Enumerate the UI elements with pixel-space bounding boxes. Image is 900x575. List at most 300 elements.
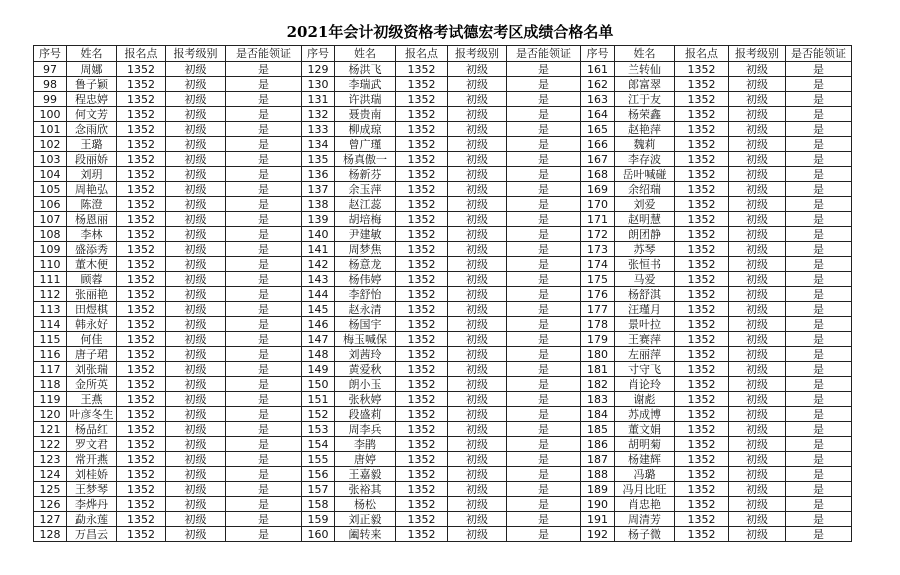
- cell-name: 黄爱秋: [335, 362, 396, 377]
- cell-site: 1352: [117, 392, 166, 407]
- cell-name: 张秋婷: [335, 392, 396, 407]
- cell-name: 刘桂娇: [67, 467, 117, 482]
- cell-certificate: 是: [226, 437, 302, 452]
- cell-name: 董木便: [67, 257, 117, 272]
- cell-site: 1352: [117, 197, 166, 212]
- cell-certificate: 是: [226, 377, 302, 392]
- cell-level: 初级: [166, 437, 226, 452]
- cell-seq: 124: [34, 467, 67, 482]
- header-site: 报名点: [675, 46, 729, 62]
- cell-site: 1352: [675, 422, 729, 437]
- cell-name: 余玉萍: [335, 182, 396, 197]
- cell-level: 初级: [448, 137, 507, 152]
- cell-site: 1352: [675, 512, 729, 527]
- cell-site: 1352: [396, 467, 448, 482]
- cell-seq: 129: [302, 62, 335, 77]
- cell-level: 初级: [729, 122, 786, 137]
- table-row: [34, 362, 852, 377]
- cell-name: 寸守飞: [615, 362, 675, 377]
- table-row: [34, 137, 852, 152]
- cell-name: 杨荣鑫: [615, 107, 675, 122]
- cell-level: 初级: [729, 227, 786, 242]
- cell-certificate: 是: [786, 122, 852, 137]
- cell-certificate: 是: [786, 92, 852, 107]
- table-row: [34, 392, 852, 407]
- header-certificate: 是否能领证: [226, 46, 302, 62]
- cell-certificate: 是: [786, 452, 852, 467]
- cell-seq: 167: [581, 152, 615, 167]
- cell-level: 初级: [448, 242, 507, 257]
- cell-name: 杨品红: [67, 422, 117, 437]
- cell-seq: 182: [581, 377, 615, 392]
- cell-seq: 103: [34, 152, 67, 167]
- cell-level: 初级: [448, 317, 507, 332]
- cell-site: 1352: [396, 182, 448, 197]
- cell-site: 1352: [396, 332, 448, 347]
- cell-site: 1352: [675, 167, 729, 182]
- cell-site: 1352: [675, 122, 729, 137]
- cell-site: 1352: [396, 347, 448, 362]
- cell-name: 王嘉毅: [335, 467, 396, 482]
- cell-name: 万昌云: [67, 527, 117, 542]
- table-body: [34, 62, 852, 542]
- cell-certificate: 是: [226, 317, 302, 332]
- header-name: 姓名: [615, 46, 675, 62]
- cell-name: 岳叶喊碰: [615, 167, 675, 182]
- table-row: [34, 242, 852, 257]
- cell-level: 初级: [729, 212, 786, 227]
- table-row: [34, 317, 852, 332]
- cell-name: 董文娟: [615, 422, 675, 437]
- cell-level: 初级: [166, 452, 226, 467]
- cell-site: 1352: [117, 362, 166, 377]
- cell-site: 1352: [675, 152, 729, 167]
- cell-seq: 133: [302, 122, 335, 137]
- cell-level: 初级: [166, 407, 226, 422]
- cell-level: 初级: [448, 332, 507, 347]
- cell-name: 周娜: [67, 62, 117, 77]
- cell-name: 刘正毅: [335, 512, 396, 527]
- cell-seq: 180: [581, 347, 615, 362]
- cell-site: 1352: [396, 287, 448, 302]
- cell-site: 1352: [396, 362, 448, 377]
- table-row: [34, 377, 852, 392]
- table-row: [34, 152, 852, 167]
- cell-certificate: 是: [226, 272, 302, 287]
- cell-name: 李林: [67, 227, 117, 242]
- cell-certificate: 是: [786, 212, 852, 227]
- cell-certificate: 是: [507, 182, 581, 197]
- cell-name: 张恒书: [615, 257, 675, 272]
- table-row: [34, 467, 852, 482]
- table-row: [34, 182, 852, 197]
- cell-seq: 119: [34, 392, 67, 407]
- cell-certificate: 是: [226, 422, 302, 437]
- cell-name: 马爱: [615, 272, 675, 287]
- page-title: 2021年会计初级资格考试德宏考区成绩合格名单: [286, 23, 614, 41]
- cell-certificate: 是: [226, 392, 302, 407]
- cell-name: 刘张瑞: [67, 362, 117, 377]
- cell-name: 兰转仙: [615, 62, 675, 77]
- cell-certificate: 是: [226, 527, 302, 542]
- cell-seq: 101: [34, 122, 67, 137]
- cell-level: 初级: [729, 422, 786, 437]
- cell-site: 1352: [117, 347, 166, 362]
- cell-certificate: 是: [507, 347, 581, 362]
- cell-level: 初级: [448, 212, 507, 227]
- cell-seq: 127: [34, 512, 67, 527]
- cell-name: 李存波: [615, 152, 675, 167]
- cell-certificate: 是: [786, 332, 852, 347]
- cell-level: 初级: [166, 467, 226, 482]
- cell-site: 1352: [117, 497, 166, 512]
- cell-certificate: 是: [786, 437, 852, 452]
- cell-certificate: 是: [507, 227, 581, 242]
- cell-certificate: 是: [507, 437, 581, 452]
- cell-name: 念雨欣: [67, 122, 117, 137]
- cell-certificate: 是: [786, 287, 852, 302]
- cell-certificate: 是: [507, 377, 581, 392]
- cell-level: 初级: [729, 107, 786, 122]
- cell-seq: 169: [581, 182, 615, 197]
- cell-name: 江于友: [615, 92, 675, 107]
- cell-level: 初级: [166, 377, 226, 392]
- cell-certificate: 是: [507, 77, 581, 92]
- results-table: [33, 45, 852, 542]
- cell-seq: 108: [34, 227, 67, 242]
- cell-name: 景叶拉: [615, 317, 675, 332]
- cell-name: 杨松: [335, 497, 396, 512]
- cell-seq: 98: [34, 77, 67, 92]
- cell-level: 初级: [166, 212, 226, 227]
- cell-seq: 121: [34, 422, 67, 437]
- cell-seq: 109: [34, 242, 67, 257]
- cell-site: 1352: [675, 527, 729, 542]
- cell-level: 初级: [729, 392, 786, 407]
- cell-seq: 159: [302, 512, 335, 527]
- cell-seq: 143: [302, 272, 335, 287]
- cell-site: 1352: [117, 317, 166, 332]
- cell-level: 初级: [166, 242, 226, 257]
- cell-site: 1352: [117, 302, 166, 317]
- table-row: [34, 482, 852, 497]
- cell-level: 初级: [166, 137, 226, 152]
- cell-certificate: 是: [507, 302, 581, 317]
- cell-site: 1352: [396, 482, 448, 497]
- header-level: 报考级别: [448, 46, 507, 62]
- cell-site: 1352: [396, 92, 448, 107]
- cell-certificate: 是: [507, 452, 581, 467]
- cell-certificate: 是: [786, 422, 852, 437]
- table-row: [34, 122, 852, 137]
- table-row: [34, 272, 852, 287]
- cell-certificate: 是: [226, 92, 302, 107]
- cell-level: 初级: [166, 332, 226, 347]
- cell-seq: 107: [34, 212, 67, 227]
- cell-name: 胡明菊: [615, 437, 675, 452]
- cell-seq: 128: [34, 527, 67, 542]
- cell-level: 初级: [448, 512, 507, 527]
- cell-level: 初级: [729, 362, 786, 377]
- cell-site: 1352: [396, 122, 448, 137]
- table-row: [34, 437, 852, 452]
- table-row: [34, 407, 852, 422]
- cell-site: 1352: [117, 422, 166, 437]
- cell-name: 杨恩丽: [67, 212, 117, 227]
- cell-level: 初级: [166, 152, 226, 167]
- cell-site: 1352: [675, 437, 729, 452]
- cell-site: 1352: [117, 437, 166, 452]
- cell-seq: 162: [581, 77, 615, 92]
- cell-site: 1352: [117, 527, 166, 542]
- cell-site: 1352: [117, 137, 166, 152]
- cell-certificate: 是: [507, 272, 581, 287]
- cell-level: 初级: [166, 122, 226, 137]
- cell-site: 1352: [675, 452, 729, 467]
- cell-certificate: 是: [226, 362, 302, 377]
- cell-level: 初级: [448, 497, 507, 512]
- cell-certificate: 是: [786, 362, 852, 377]
- cell-level: 初级: [448, 77, 507, 92]
- cell-seq: 135: [302, 152, 335, 167]
- cell-level: 初级: [448, 422, 507, 437]
- cell-name: 苏成博: [615, 407, 675, 422]
- header-certificate: 是否能领证: [786, 46, 852, 62]
- cell-name: 李瑞武: [335, 77, 396, 92]
- cell-site: 1352: [117, 242, 166, 257]
- cell-certificate: 是: [507, 497, 581, 512]
- table-row: [34, 512, 852, 527]
- cell-certificate: 是: [786, 302, 852, 317]
- table-row: [34, 197, 852, 212]
- cell-name: 杨国宇: [335, 317, 396, 332]
- cell-site: 1352: [675, 377, 729, 392]
- cell-site: 1352: [117, 167, 166, 182]
- table-row: [34, 452, 852, 467]
- cell-name: 曾广瑾: [335, 137, 396, 152]
- cell-level: 初级: [166, 197, 226, 212]
- cell-seq: 191: [581, 512, 615, 527]
- cell-name: 赵江蕊: [335, 197, 396, 212]
- table-row: [34, 527, 852, 542]
- cell-certificate: 是: [226, 152, 302, 167]
- cell-name: 田煜棋: [67, 302, 117, 317]
- cell-certificate: 是: [226, 227, 302, 242]
- cell-level: 初级: [448, 377, 507, 392]
- cell-seq: 156: [302, 467, 335, 482]
- cell-level: 初级: [729, 527, 786, 542]
- cell-seq: 155: [302, 452, 335, 467]
- cell-site: 1352: [396, 137, 448, 152]
- table-row: [34, 212, 852, 227]
- cell-level: 初级: [729, 467, 786, 482]
- cell-level: 初级: [729, 197, 786, 212]
- header-certificate: 是否能领证: [507, 46, 581, 62]
- cell-level: 初级: [166, 347, 226, 362]
- cell-level: 初级: [448, 227, 507, 242]
- cell-level: 初级: [448, 167, 507, 182]
- cell-name: 常开燕: [67, 452, 117, 467]
- cell-level: 初级: [729, 437, 786, 452]
- cell-level: 初级: [448, 482, 507, 497]
- cell-seq: 117: [34, 362, 67, 377]
- cell-name: 勐永莲: [67, 512, 117, 527]
- cell-site: 1352: [117, 467, 166, 482]
- cell-certificate: 是: [507, 512, 581, 527]
- cell-site: 1352: [396, 257, 448, 272]
- cell-seq: 190: [581, 497, 615, 512]
- table-row: [34, 422, 852, 437]
- cell-seq: 175: [581, 272, 615, 287]
- cell-name: 鲁子颖: [67, 77, 117, 92]
- cell-site: 1352: [117, 212, 166, 227]
- cell-certificate: 是: [226, 182, 302, 197]
- cell-site: 1352: [396, 392, 448, 407]
- cell-certificate: 是: [226, 347, 302, 362]
- cell-seq: 104: [34, 167, 67, 182]
- cell-seq: 138: [302, 197, 335, 212]
- cell-site: 1352: [117, 182, 166, 197]
- cell-site: 1352: [396, 167, 448, 182]
- cell-site: 1352: [396, 302, 448, 317]
- cell-site: 1352: [396, 497, 448, 512]
- cell-seq: 100: [34, 107, 67, 122]
- cell-seq: 176: [581, 287, 615, 302]
- cell-certificate: 是: [226, 497, 302, 512]
- cell-name: 周梦焦: [335, 242, 396, 257]
- cell-name: 顾蓉: [67, 272, 117, 287]
- cell-name: 许洪瑞: [335, 92, 396, 107]
- cell-certificate: 是: [226, 137, 302, 152]
- cell-name: 赵明慧: [615, 212, 675, 227]
- cell-site: 1352: [396, 452, 448, 467]
- cell-site: 1352: [396, 527, 448, 542]
- cell-site: 1352: [396, 407, 448, 422]
- cell-level: 初级: [448, 257, 507, 272]
- cell-certificate: 是: [507, 62, 581, 77]
- cell-name: 王赛萍: [615, 332, 675, 347]
- cell-level: 初级: [729, 512, 786, 527]
- cell-site: 1352: [117, 332, 166, 347]
- cell-level: 初级: [729, 257, 786, 272]
- cell-name: 朗团静: [615, 227, 675, 242]
- cell-name: 刘茜玲: [335, 347, 396, 362]
- cell-site: 1352: [117, 452, 166, 467]
- cell-name: 柳成琼: [335, 122, 396, 137]
- cell-level: 初级: [166, 497, 226, 512]
- table-row: [34, 332, 852, 347]
- cell-seq: 132: [302, 107, 335, 122]
- cell-certificate: 是: [507, 527, 581, 542]
- cell-certificate: 是: [226, 62, 302, 77]
- cell-seq: 187: [581, 452, 615, 467]
- cell-certificate: 是: [786, 257, 852, 272]
- cell-site: 1352: [396, 77, 448, 92]
- cell-name: 朗小玉: [335, 377, 396, 392]
- cell-seq: 115: [34, 332, 67, 347]
- cell-certificate: 是: [507, 197, 581, 212]
- cell-seq: 149: [302, 362, 335, 377]
- cell-certificate: 是: [226, 302, 302, 317]
- cell-level: 初级: [166, 302, 226, 317]
- cell-seq: 130: [302, 77, 335, 92]
- cell-site: 1352: [675, 302, 729, 317]
- table-row: [34, 227, 852, 242]
- cell-certificate: 是: [786, 242, 852, 257]
- cell-certificate: 是: [507, 152, 581, 167]
- cell-seq: 189: [581, 482, 615, 497]
- cell-name: 阖转来: [335, 527, 396, 542]
- cell-site: 1352: [117, 227, 166, 242]
- cell-name: 王燕: [67, 392, 117, 407]
- cell-seq: 137: [302, 182, 335, 197]
- cell-seq: 99: [34, 92, 67, 107]
- cell-seq: 139: [302, 212, 335, 227]
- cell-seq: 105: [34, 182, 67, 197]
- cell-seq: 106: [34, 197, 67, 212]
- cell-name: 肖忠艳: [615, 497, 675, 512]
- cell-level: 初级: [448, 452, 507, 467]
- cell-site: 1352: [117, 77, 166, 92]
- cell-seq: 118: [34, 377, 67, 392]
- cell-level: 初级: [729, 407, 786, 422]
- cell-certificate: 是: [786, 182, 852, 197]
- cell-name: 叶彦冬生: [67, 407, 117, 422]
- table-row: [34, 167, 852, 182]
- cell-certificate: 是: [507, 362, 581, 377]
- cell-name: 梅玉喊保: [335, 332, 396, 347]
- cell-level: 初级: [166, 182, 226, 197]
- cell-seq: 144: [302, 287, 335, 302]
- cell-name: 肖论玲: [615, 377, 675, 392]
- cell-site: 1352: [675, 257, 729, 272]
- cell-seq: 122: [34, 437, 67, 452]
- cell-level: 初级: [448, 152, 507, 167]
- cell-site: 1352: [396, 377, 448, 392]
- cell-certificate: 是: [507, 92, 581, 107]
- cell-certificate: 是: [226, 257, 302, 272]
- cell-level: 初级: [729, 242, 786, 257]
- cell-name: 刘爱: [615, 197, 675, 212]
- table-row: [34, 497, 852, 512]
- cell-seq: 140: [302, 227, 335, 242]
- cell-name: 李烨丹: [67, 497, 117, 512]
- cell-seq: 126: [34, 497, 67, 512]
- cell-seq: 178: [581, 317, 615, 332]
- cell-name: 周艳弘: [67, 182, 117, 197]
- cell-site: 1352: [117, 512, 166, 527]
- cell-certificate: 是: [507, 257, 581, 272]
- cell-certificate: 是: [507, 317, 581, 332]
- cell-certificate: 是: [786, 197, 852, 212]
- cell-certificate: 是: [786, 227, 852, 242]
- header-level: 报考级别: [729, 46, 786, 62]
- cell-level: 初级: [166, 287, 226, 302]
- cell-name: 胡培梅: [335, 212, 396, 227]
- cell-seq: 97: [34, 62, 67, 77]
- cell-level: 初级: [729, 287, 786, 302]
- cell-site: 1352: [117, 152, 166, 167]
- cell-site: 1352: [675, 467, 729, 482]
- cell-certificate: 是: [226, 452, 302, 467]
- cell-level: 初级: [448, 62, 507, 77]
- cell-certificate: 是: [786, 392, 852, 407]
- cell-seq: 173: [581, 242, 615, 257]
- cell-seq: 188: [581, 467, 615, 482]
- cell-site: 1352: [675, 92, 729, 107]
- cell-name: 金所英: [67, 377, 117, 392]
- cell-level: 初级: [448, 347, 507, 362]
